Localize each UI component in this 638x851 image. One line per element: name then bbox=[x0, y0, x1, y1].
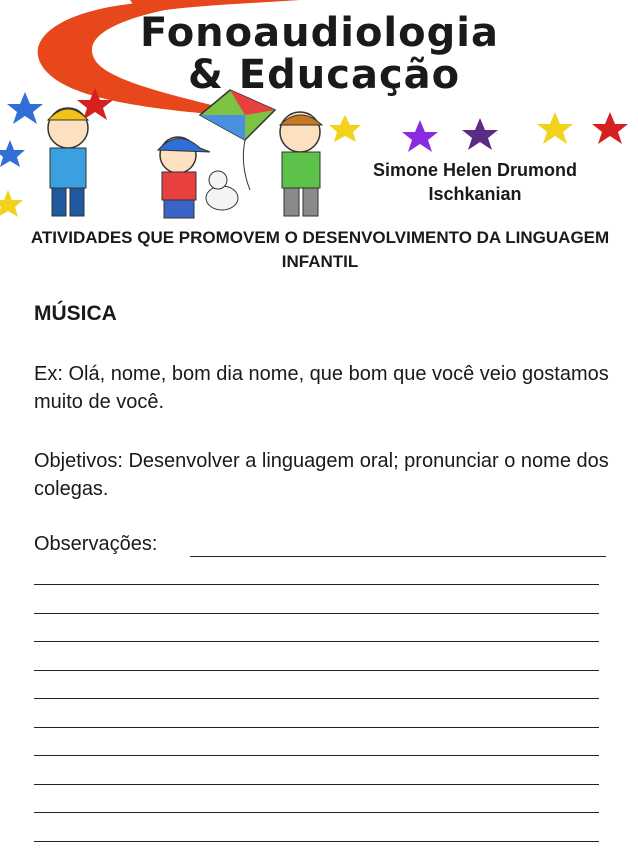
kid-drawing-3 bbox=[280, 112, 322, 216]
observations-line bbox=[34, 670, 599, 671]
observations-line bbox=[34, 584, 599, 585]
observations-line bbox=[34, 784, 599, 785]
section-title: MÚSICA bbox=[34, 302, 117, 325]
observations-line bbox=[34, 727, 599, 728]
observations-line bbox=[34, 641, 599, 642]
author-name: Simone Helen Drumond Ischkanian bbox=[372, 160, 578, 204]
observations-line bbox=[34, 841, 599, 842]
observations-line bbox=[34, 613, 599, 614]
brand-line-2: & Educação bbox=[188, 52, 461, 98]
activity-title: ATIVIDADES QUE PROMOVEM O DESENVOLVIMENTO DA LINGUAGEM INFANTIL bbox=[30, 228, 610, 271]
kid-drawing-2 bbox=[158, 137, 210, 218]
dog-icon bbox=[206, 171, 238, 210]
observations-line bbox=[34, 812, 599, 813]
observations-line bbox=[190, 556, 606, 557]
observations-line bbox=[34, 755, 599, 756]
example-paragraph: Ex: Olá, nome, bom dia nome, que bom que você veio gostamos muito de você. bbox=[34, 363, 609, 413]
header-banner bbox=[0, 0, 638, 225]
objectives-paragraph: Objetivos: Desenvolver a linguagem oral; pronunciar o nome dos colegas. bbox=[34, 450, 609, 500]
observations-label: Observações: bbox=[34, 533, 158, 555]
brand-line-1: Fonoaudiologia bbox=[140, 10, 499, 56]
kid-drawing-1 bbox=[48, 108, 88, 216]
observations-line bbox=[34, 698, 599, 699]
